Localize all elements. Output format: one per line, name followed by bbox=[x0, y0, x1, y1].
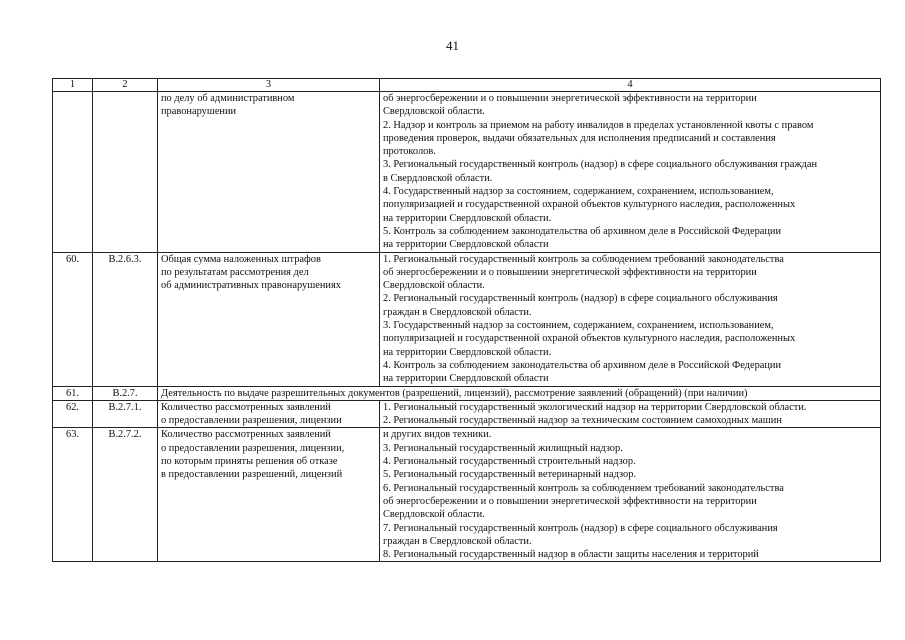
table-row bbox=[53, 252, 881, 386]
text-line: на территории Свердловской области bbox=[383, 239, 549, 251]
text-line: 7. Региональный государственный контроль (надзор) в сфере социального обслуживания bbox=[383, 522, 778, 534]
indicator-code-cell bbox=[93, 92, 158, 253]
column-header: 1 bbox=[53, 79, 93, 92]
text-line: 5. Региональный государственный ветеринарный надзор. bbox=[383, 469, 637, 481]
text-line: об энергосбережении и о повышении энергетической эффективности на территории bbox=[383, 266, 757, 278]
text-line: на территории Свердловской области. bbox=[383, 212, 552, 224]
text-line: Свердловской области. bbox=[383, 280, 485, 292]
text-line: Количество рассмотренных заявлений bbox=[161, 429, 331, 441]
text-line: об энергосбережении и о повышении энергетической эффективности на территории bbox=[383, 93, 757, 104]
text-line: 1. Региональный государственный контроль за соблюдением требований законодательства bbox=[383, 253, 784, 265]
section-title-cell: Деятельность по выдаче разрешительных документов (разрешений, лицензий), рассмотрение заявлений (обращений) (при наличии) bbox=[158, 386, 881, 400]
column-header: 3 bbox=[158, 79, 380, 92]
column-header: 2 bbox=[93, 79, 158, 92]
text-line: 3. Государственный надзор за состоянием, содержанием, сохранением, использованием, bbox=[383, 320, 774, 332]
indicator-code-cell: В.2.6.3. bbox=[93, 252, 158, 386]
text-line: Общая сумма наложенных штрафов bbox=[161, 253, 321, 265]
table-row bbox=[53, 400, 881, 428]
text-line: 2. Региональный государственный надзор за техническим состоянием самоходных машин bbox=[383, 415, 782, 427]
row-number-cell: 60. bbox=[53, 252, 93, 386]
indicator-code-cell: В.2.7. bbox=[93, 386, 158, 400]
table-header-row bbox=[53, 79, 881, 92]
text-line: популяризацией и государственной охраной объектов культурного наследия, расположенных bbox=[383, 333, 796, 345]
text-line: Свердловской области. bbox=[383, 509, 485, 521]
text-line: по делу об административном bbox=[161, 93, 295, 104]
text-line: в предоставлении разрешений, лицензий bbox=[161, 469, 343, 481]
text-line: Количество рассмотренных заявлений bbox=[161, 401, 331, 413]
text-line: об административных правонарушениях bbox=[161, 280, 341, 292]
indicators-table bbox=[52, 78, 881, 562]
text-line: 4. Контроль за соблюдением законодательства об архивном деле в Российской Федерации bbox=[383, 359, 782, 371]
indicator-name-cell bbox=[158, 400, 380, 428]
text-line: 5. Контроль за соблюдением законодательства об архивном деле в Российской Федерации bbox=[383, 225, 782, 237]
indicator-name-cell bbox=[158, 252, 380, 386]
text-line: 1. Региональный государственный экологический надзор на территории Свердловской области. bbox=[383, 401, 807, 413]
text-line: 4. Государственный надзор за состоянием, содержанием, сохранением, использованием, bbox=[383, 186, 774, 198]
text-line: популяризацией и государственной охраной объектов культурного наследия, расположенных bbox=[383, 199, 796, 211]
row-number-cell: 62. bbox=[53, 400, 93, 428]
text-line: на территории Свердловской области. bbox=[383, 346, 552, 358]
text-line: о предоставлении разрешения, лицензии bbox=[161, 415, 342, 427]
text-line: 8. Региональный государственный надзор в области защиты населения и территорий bbox=[383, 549, 759, 561]
text-line: 2. Надзор и контроль за приемом на работу инвалидов в пределах установленной квоты с правом bbox=[383, 119, 814, 131]
text-line: проведения проверок, выдачи обязательных для исполнения предписаний и составления bbox=[383, 132, 776, 144]
table-row bbox=[53, 92, 881, 253]
text-line: по результатам рассмотрения дел bbox=[161, 266, 309, 278]
control-types-cell bbox=[380, 400, 881, 428]
text-line: протоколов. bbox=[383, 146, 436, 158]
control-types-cell bbox=[380, 92, 881, 253]
table-row bbox=[53, 428, 881, 562]
indicator-name-cell bbox=[158, 92, 380, 253]
text-line: 4. Региональный государственный строительный надзор. bbox=[383, 456, 636, 468]
text-line: 2. Региональный государственный контроль (надзор) в сфере социального обслуживания bbox=[383, 293, 778, 305]
text-line: граждан в Свердловской области. bbox=[383, 306, 532, 318]
page-number: 41 bbox=[446, 38, 459, 53]
text-line: об энергосбережении и о повышении энергетической эффективности на территории bbox=[383, 495, 757, 507]
text-line: правонарушении bbox=[161, 106, 237, 118]
row-number-cell: 61. bbox=[53, 386, 93, 400]
text-line: 6. Региональный государственный контроль за соблюдением требований законодательства bbox=[383, 482, 784, 494]
text-line: 3. Региональный государственный жилищный надзор. bbox=[383, 442, 623, 454]
indicator-name-cell bbox=[158, 428, 380, 562]
text-line: на территории Свердловской области bbox=[383, 373, 549, 385]
indicator-code-cell: В.2.7.2. bbox=[93, 428, 158, 562]
indicator-code-cell: В.2.7.1. bbox=[93, 400, 158, 428]
table-row bbox=[53, 386, 881, 400]
text-line: о предоставлении разрешения, лицензии, bbox=[161, 442, 345, 454]
column-header: 4 bbox=[380, 79, 881, 92]
text-line: и других видов техники. bbox=[383, 429, 492, 441]
control-types-cell bbox=[380, 252, 881, 386]
control-types-cell bbox=[380, 428, 881, 562]
text-line: Свердловской области. bbox=[383, 106, 485, 118]
text-line: по которым приняты решения об отказе bbox=[161, 456, 338, 468]
row-number-cell: 63. bbox=[53, 428, 93, 562]
text-line: граждан в Свердловской области. bbox=[383, 535, 532, 547]
text-line: в Свердловской области. bbox=[383, 172, 493, 184]
row-number-cell bbox=[53, 92, 93, 253]
text-line: 3. Региональный государственный контроль (надзор) в сфере социального обслуживания граждан bbox=[383, 159, 818, 171]
